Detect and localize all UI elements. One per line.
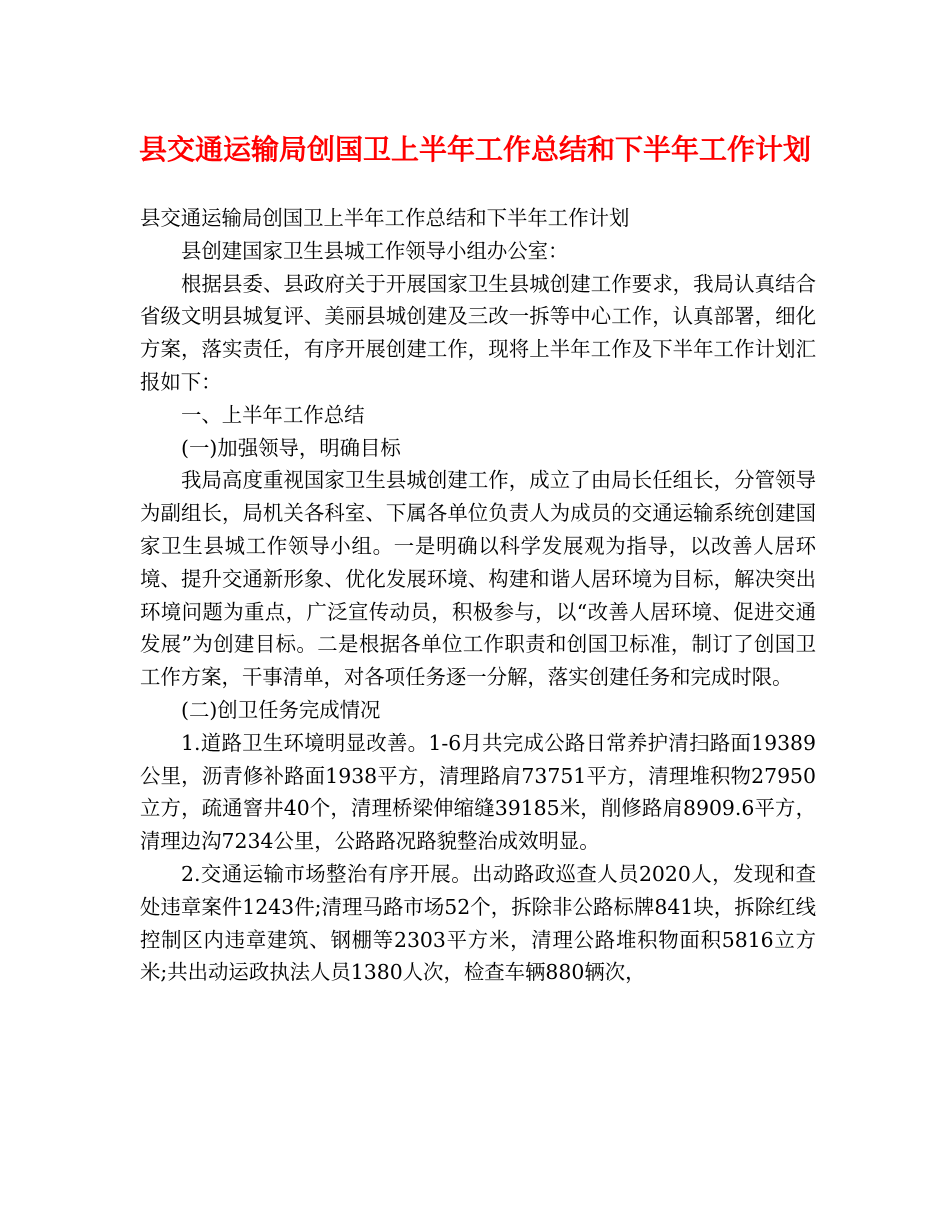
document-title: 县交通运输局创国卫上半年工作总结和下半年工作计划: [138, 133, 811, 166]
paragraph: 一、上半年工作总结: [181, 402, 365, 427]
paragraph: 县创建国家卫生县城工作领导小组办公室：: [181, 238, 569, 263]
paragraph: 县交通运输局创国卫上半年工作总结和下半年工作计划: [140, 206, 630, 230]
document-body: [140, 202, 816, 989]
paragraph: 2.交通运输市场整治有序开展。出动路政巡查人员2020人，发现和查处违章案件1243件;清理马路市场52个，拆除非公路标牌841块，拆除红线控制区内违章建筑、钢棚等2303平方米，清理公路堆积物面积5816立方米;共出动运政执法人员1380人次，检查车辆880辆次，: [140, 861, 816, 985]
paragraph: (一)加强领导，明确目标: [181, 435, 401, 460]
paragraph: 我局高度重视国家卫生县城创建工作，成立了由局长任组长，分管领导为副组长，局机关各科室、下属各单位负责人为成员的交通运输系统创建国家卫生县城工作领导小组。一是明确以科学发展观为指导，以改善人居环境、提升交通新形象、优化发展环境、构建和谐人居环境为目标，解决突出环境问题为重点，广泛宣传动员，积极参与，以“改善人居环境、促进交通发展”为创建目标。二是根据各单位工作职责和创国卫标准，制订了创国卫工作方案，干事清单，对各项任务逐一分解，落实创建任务和完成时限。: [140, 468, 816, 690]
paragraph: 1.道路卫生环境明显改善。1-6月共完成公路日常养护清扫路面19389公里，沥青修补路面1938平方，清理路肩73751平方，清理堆积物27950立方，疏通窨井40个，清理桥梁伸缩缝39185米，削修路肩8909.6平方，清理边沟7234公里，公路路况路貌整治成效明显。: [140, 730, 816, 854]
paragraph: (二)创卫任务完成情况: [181, 697, 381, 722]
paragraph: 根据县委、县政府关于开展国家卫生县城创建工作要求，我局认真结合省级文明县城复评、美丽县城创建及三改一拆等中心工作，认真部署，细化方案，落实责任，有序开展创建工作，现将上半年工作及下半年工作计划汇报如下：: [140, 271, 816, 394]
